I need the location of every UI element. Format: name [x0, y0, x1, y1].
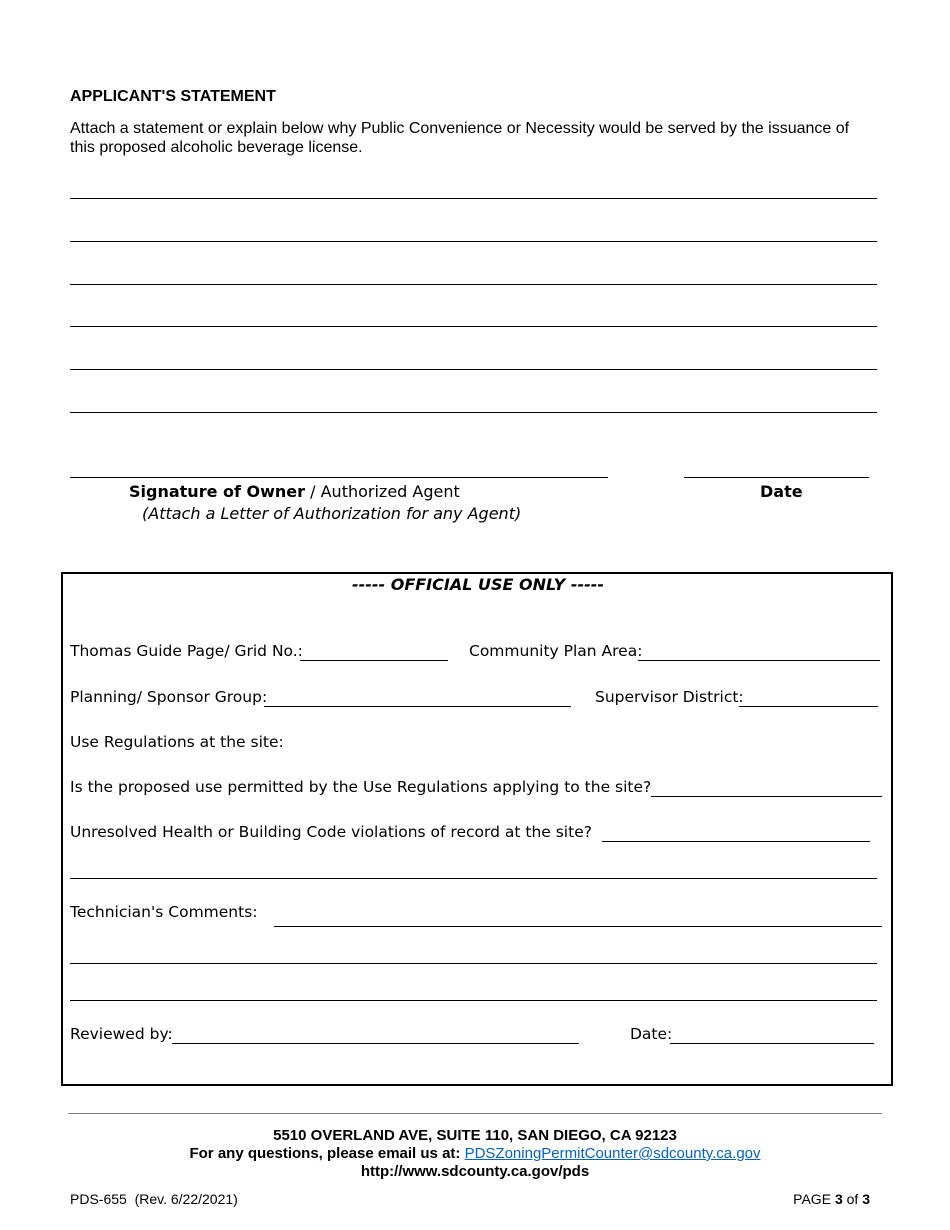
statement-line-1[interactable] — [70, 198, 877, 199]
comments-line-1[interactable] — [70, 878, 877, 879]
authorization-note: (Attach a Letter of Authorization for any Agent) — [142, 504, 522, 523]
use-regulations-label: Use Regulations at the site: — [70, 733, 284, 751]
statement-line-3[interactable] — [70, 284, 877, 285]
community-plan-label: Community Plan Area: — [469, 642, 643, 660]
page-prefix: PAGE — [793, 1191, 835, 1207]
supervisor-district-field[interactable] — [739, 706, 878, 707]
review-date-label: Date: — [630, 1025, 673, 1043]
page-total: 3 — [862, 1191, 870, 1207]
page-of: of — [842, 1191, 863, 1207]
footer-email-prefix: For any questions, please email us at: — [189, 1145, 465, 1162]
statement-line-2[interactable] — [70, 241, 877, 242]
statement-instructions: Attach a statement or explain below why Public Convenience or Necessity would be served by the issuance of this proposed alcoholic beverage license. — [70, 120, 850, 156]
footer-contact — [0, 1145, 950, 1162]
date-line[interactable] — [684, 477, 869, 478]
section-heading: APPLICANT'S STATEMENT — [70, 88, 276, 105]
page-number — [700, 1191, 870, 1207]
date-label: Date — [760, 482, 803, 501]
comments-line-2[interactable] — [70, 963, 877, 964]
signature-line[interactable] — [70, 477, 608, 478]
footer-divider — [68, 1113, 882, 1114]
technician-comments-label: Technician's Comments: — [70, 903, 258, 921]
review-date-field[interactable] — [670, 1043, 874, 1044]
permitted-answer-field[interactable] — [651, 796, 882, 797]
statement-line-5[interactable] — [70, 369, 877, 370]
violations-answer-field[interactable] — [602, 841, 870, 842]
violations-question: Unresolved Health or Building Code violations of record at the site? — [70, 823, 592, 841]
footer-address: 5510 OVERLAND AVE, SUITE 110, SAN DIEGO, CA 92123 — [273, 1127, 677, 1144]
permitted-question: Is the proposed use permitted by the Use Regulations applying to the site? — [70, 778, 652, 796]
footer-website[interactable]: http://www.sdcounty.ca.gov/pds — [360, 1163, 590, 1180]
reviewed-by-label: Reviewed by: — [70, 1025, 173, 1043]
statement-line-4[interactable] — [70, 326, 877, 327]
community-plan-field[interactable] — [638, 660, 880, 661]
statement-line-6[interactable] — [70, 412, 877, 413]
footer-email-link[interactable]: PDSZoningPermitCounter@sdcounty.ca.gov — [464, 1145, 761, 1162]
signature-label — [129, 482, 460, 501]
comments-line-3[interactable] — [70, 1000, 877, 1001]
page-current: 3 — [834, 1191, 843, 1207]
signature-agent-label: / Authorized Agent — [305, 482, 460, 501]
thomas-guide-label: Thomas Guide Page/ Grid No.: — [70, 642, 303, 660]
supervisor-district-label: Supervisor District: — [595, 688, 744, 706]
planning-group-field[interactable] — [264, 706, 571, 707]
thomas-guide-field[interactable] — [300, 660, 448, 661]
signature-owner-label: Signature of Owner — [129, 482, 306, 501]
official-use-title: ----- OFFICIAL USE ONLY ----- — [351, 575, 605, 594]
reviewed-by-field[interactable] — [172, 1043, 579, 1044]
technician-comments-field[interactable] — [274, 926, 882, 927]
planning-group-label: Planning/ Sponsor Group: — [70, 688, 268, 706]
form-id: PDS-655 (Rev. 6/22/2021) — [70, 1191, 238, 1207]
